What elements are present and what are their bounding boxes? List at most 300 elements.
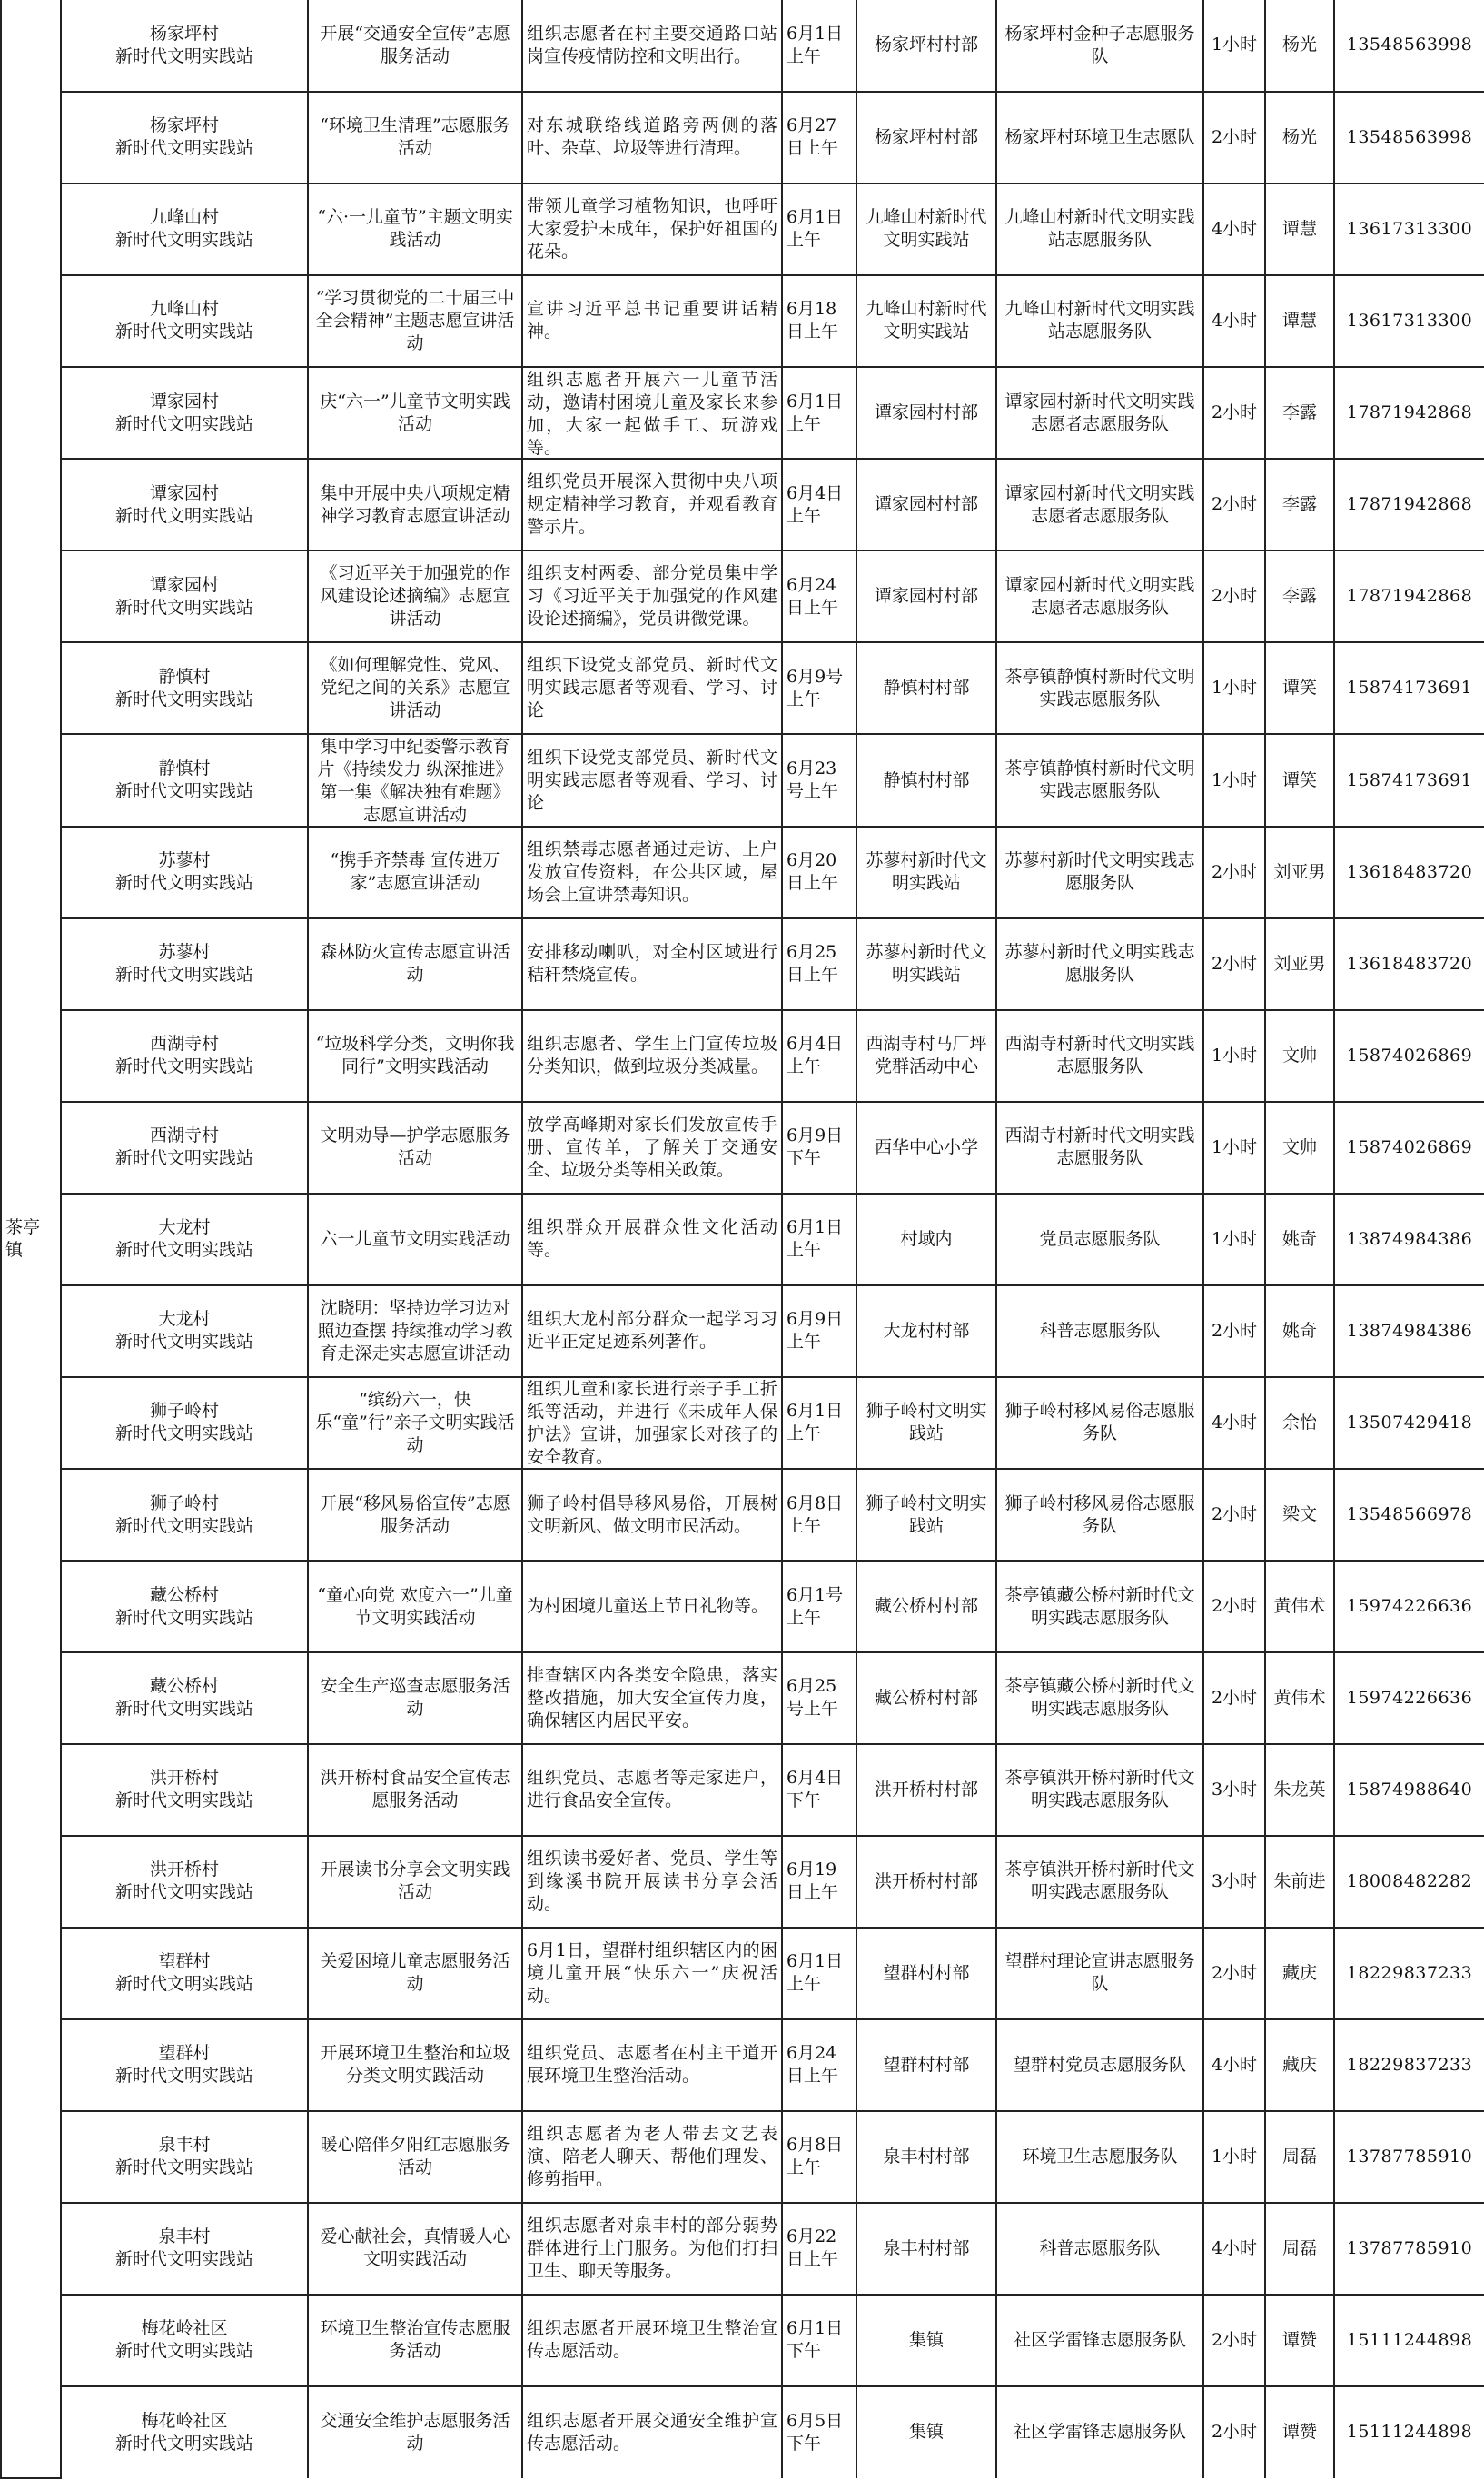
phone-cell	[1334, 550, 1484, 642]
location-cell-text: 望群村村部	[883, 2054, 970, 2075]
content-cell	[522, 1836, 782, 1928]
duration-cell	[1203, 827, 1265, 918]
table-row	[1, 1836, 1484, 1928]
contact-cell	[1265, 1102, 1334, 1194]
date-cell	[782, 734, 856, 826]
content-cell-text: 组织支村两委、部分党员集中学习《习近平关于加强党的作风建设论述摘编》，党员讲微党课。	[527, 563, 777, 630]
content-cell	[522, 2386, 782, 2478]
location-cell-text: 谭家园村村部	[874, 402, 978, 423]
duration-cell-text: 2小时	[1211, 953, 1258, 974]
date-cell-text: 6月23号上午	[787, 759, 839, 801]
duration-cell	[1203, 1836, 1265, 1928]
activity-cell-text: “携手齐禁毒 宣传进万家”志愿宣讲活动	[330, 850, 500, 894]
phone-cell-text: 13618483720	[1346, 861, 1473, 882]
station-cell-text: 静慎村 新时代文明实践站	[114, 759, 253, 801]
location-cell	[856, 1836, 996, 1928]
activity-cell-text: “六·一儿童节”主题文明实践活动	[317, 207, 513, 251]
team-cell-text: 科普志愿服务队	[1039, 1320, 1161, 1341]
station-cell	[61, 827, 308, 918]
content-cell	[522, 827, 782, 918]
phone-cell-text: 15874173691	[1346, 678, 1473, 699]
activity-cell-text: 开展“移风易俗宣传”志愿服务活动	[320, 1492, 510, 1536]
phone-cell	[1334, 1285, 1484, 1377]
duration-cell	[1203, 367, 1265, 459]
contact-cell-text: 黄伟术	[1273, 1687, 1326, 1708]
duration-cell	[1203, 1652, 1265, 1744]
station-cell	[61, 1744, 308, 1836]
content-cell-text: 组织禁毒志愿者通过走访、上户发放宣传资料，在公共区域，屋场会上宣讲禁毒知识。	[527, 838, 777, 905]
location-cell-text: 集镇	[908, 2422, 944, 2443]
location-cell-text: 泉丰村村部	[883, 2146, 970, 2167]
phone-cell	[1334, 2111, 1484, 2203]
date-cell-text: 6月20日上午	[787, 850, 839, 894]
table-row	[1, 1928, 1484, 2019]
duration-cell-text: 4小时	[1211, 1412, 1258, 1433]
contact-cell-text: 姚奇	[1281, 1228, 1317, 1249]
contact-cell-text: 周磊	[1281, 2146, 1317, 2167]
activity-cell	[308, 2295, 522, 2386]
table-row	[1, 183, 1484, 275]
phone-cell-text: 18229837233	[1346, 1962, 1473, 1983]
activity-cell	[308, 1836, 522, 1928]
team-cell-text: 茶亭镇洪开桥村新时代文明实践志愿服务队	[1004, 1859, 1195, 1903]
phone-cell-text: 15111244898	[1346, 2329, 1473, 2350]
duration-cell-text: 2小时	[1211, 1320, 1258, 1341]
content-cell-text: 宣讲习近平总书记重要讲话精神。	[527, 299, 777, 342]
activity-cell	[308, 92, 522, 183]
station-cell	[61, 2019, 308, 2111]
location-cell	[856, 92, 996, 183]
location-cell-text: 泉丰村村部	[883, 2237, 970, 2258]
date-cell-text: 6月8日 上午	[787, 2135, 844, 2178]
activity-cell-text: “缤纷六一，快乐“童”行”亲子文明实践活动	[315, 1389, 515, 1455]
phone-cell	[1334, 1469, 1484, 1561]
station-cell	[61, 2111, 308, 2203]
table-row	[1, 1102, 1484, 1194]
station-cell-text: 苏蓼村 新时代文明实践站	[114, 850, 253, 894]
phone-cell-text: 17871942868	[1346, 586, 1473, 607]
team-cell-text: 杨家坪村环境卫生志愿队	[1004, 126, 1195, 147]
station-cell	[61, 2295, 308, 2386]
location-cell	[856, 827, 996, 918]
activity-cell	[308, 1561, 522, 1652]
station-cell-text: 西湖寺村 新时代文明实践站	[114, 1125, 253, 1169]
table-row	[1, 734, 1484, 826]
contact-cell-text: 谭慧	[1281, 218, 1317, 239]
content-cell-text: 组织儿童和家长进行亲子手工折纸等活动，并进行《未成年人保护法》宣讲，加强家长对孩子的安全教育。	[527, 1379, 777, 1468]
station-cell-text: 九峰山村 新时代文明实践站	[114, 207, 253, 251]
team-cell-text: 茶亭镇藏公桥村新时代文明实践志愿服务队	[1004, 1676, 1195, 1720]
duration-cell-text: 2小时	[1211, 2422, 1258, 2443]
team-cell-text: 望群村理论宣讲志愿服务队	[1004, 1951, 1195, 1995]
content-cell	[522, 918, 782, 1010]
team-cell-text: 西湖寺村新时代文明实践志愿服务队	[1004, 1034, 1195, 1077]
phone-cell	[1334, 1102, 1484, 1194]
phone-cell	[1334, 1194, 1484, 1285]
team-cell	[996, 1652, 1203, 1744]
duration-cell	[1203, 734, 1265, 826]
station-cell-text: 藏公桥村 新时代文明实践站	[114, 1676, 253, 1720]
team-cell	[996, 2203, 1203, 2295]
activity-cell	[308, 2019, 522, 2111]
phone-cell	[1334, 1928, 1484, 2019]
location-cell-text: 九峰山村新时代文明实践站	[866, 299, 987, 342]
station-cell-text: 大龙村 新时代文明实践站	[114, 1217, 253, 1261]
phone-cell-text: 18008482282	[1346, 1870, 1473, 1891]
contact-cell-text: 李露	[1281, 402, 1317, 423]
team-cell	[996, 1928, 1203, 2019]
phone-cell-text: 15874173691	[1346, 769, 1473, 790]
activity-cell	[308, 1102, 522, 1194]
content-cell	[522, 1928, 782, 2019]
content-cell	[522, 92, 782, 183]
location-cell-text: 狮子岭村文明实践站	[866, 1492, 987, 1536]
activity-cell-text: 洪开桥村食品安全宣传志愿服务活动	[320, 1768, 510, 1811]
activity-cell-text: 交通安全维护志愿服务活动	[320, 2410, 510, 2454]
contact-cell	[1265, 459, 1334, 550]
phone-cell-text: 17871942868	[1346, 402, 1473, 423]
location-cell	[856, 183, 996, 275]
station-cell-text: 谭家园村 新时代文明实践站	[114, 391, 253, 434]
location-cell-text: 狮子岭村文明实践站	[866, 1401, 987, 1444]
date-cell-text: 6月9日 下午	[787, 1125, 844, 1169]
table-row	[1, 275, 1484, 367]
location-cell	[856, 1285, 996, 1377]
content-cell	[522, 2111, 782, 2203]
date-cell	[782, 2111, 856, 2203]
phone-cell	[1334, 1561, 1484, 1652]
activity-cell	[308, 367, 522, 459]
phone-cell-text: 15874988640	[1346, 1779, 1473, 1800]
date-cell-text: 6月1日 上午	[787, 207, 844, 251]
location-cell-text: 藏公桥村村部	[874, 1596, 978, 1616]
date-cell	[782, 1652, 856, 1744]
activity-cell-text: 沈晓明：坚持边学习边对照边查摆 持续推动学习教育走深走实志愿宣讲活动	[317, 1297, 513, 1363]
phone-cell	[1334, 2019, 1484, 2111]
phone-cell	[1334, 734, 1484, 826]
date-cell	[782, 1285, 856, 1377]
content-cell-text: 排查辖区内各类安全隐患，落实整改措施，加大安全宣传力度，确保辖区内居民平安。	[527, 1664, 777, 1730]
location-cell	[856, 2386, 996, 2478]
station-cell	[61, 1194, 308, 1285]
team-cell	[996, 0, 1203, 92]
activity-cell-text: 环境卫生整治宣传志愿服务活动	[320, 2318, 510, 2362]
duration-cell-text: 1小时	[1211, 1228, 1258, 1249]
contact-cell-text: 杨光	[1281, 126, 1317, 147]
station-cell	[61, 459, 308, 550]
date-cell	[782, 1102, 856, 1194]
station-cell	[61, 0, 308, 92]
team-cell-text: 茶亭镇洪开桥村新时代文明实践志愿服务队	[1004, 1768, 1195, 1811]
phone-cell	[1334, 367, 1484, 459]
team-cell-text: 党员志愿服务队	[1039, 1228, 1161, 1249]
contact-cell	[1265, 918, 1334, 1010]
phone-cell	[1334, 1010, 1484, 1102]
duration-cell	[1203, 2386, 1265, 2478]
team-cell	[996, 2295, 1203, 2386]
location-cell	[856, 1744, 996, 1836]
contact-cell	[1265, 367, 1334, 459]
team-cell-text: 茶亭镇静慎村新时代文明实践志愿服务队	[1004, 759, 1195, 801]
team-cell-text: 西湖寺村新时代文明实践志愿服务队	[1004, 1125, 1195, 1169]
team-cell	[996, 2019, 1203, 2111]
content-cell-text: 放学高峰期对家长们发放宣传手册、宣传单，了解关于交通安全、垃圾分类等相关政策。	[527, 1114, 777, 1180]
duration-cell	[1203, 183, 1265, 275]
activity-cell	[308, 1928, 522, 2019]
phone-cell-text: 18229837233	[1346, 2054, 1473, 2075]
station-cell-text: 谭家园村 新时代文明实践站	[114, 482, 253, 526]
content-cell	[522, 2019, 782, 2111]
phone-cell-text: 15874026869	[1346, 1045, 1473, 1066]
contact-cell-text: 文帅	[1281, 1045, 1317, 1066]
station-cell	[61, 1377, 308, 1469]
content-cell-text: 6月1日，望群村组织辖区内的困境儿童开展“快乐六一”庆祝活动。	[527, 1939, 777, 2006]
location-cell	[856, 1010, 996, 1102]
contact-cell	[1265, 2111, 1334, 2203]
station-cell	[61, 183, 308, 275]
date-cell-text: 6月1号 上午	[787, 1584, 844, 1628]
contact-cell-text: 姚奇	[1281, 1320, 1317, 1341]
phone-cell-text: 13787785910	[1346, 2146, 1473, 2167]
activity-cell-text: “环境卫生清理”志愿服务活动	[320, 115, 510, 159]
activity-cell-text: 开展“交通安全宣传”志愿服务活动	[320, 23, 510, 66]
duration-cell-text: 3小时	[1211, 1779, 1258, 1800]
contact-cell	[1265, 550, 1334, 642]
location-cell-text: 杨家坪村村部	[874, 35, 978, 55]
date-cell	[782, 827, 856, 918]
content-cell-text: 组织志愿者开展六一儿童节活动，邀请村困境儿童及家长来参加，大家一起做手工、玩游戏等。	[527, 369, 777, 458]
duration-cell	[1203, 275, 1265, 367]
station-cell-text: 狮子岭村 新时代文明实践站	[114, 1492, 253, 1536]
contact-cell-text: 朱前进	[1273, 1870, 1326, 1891]
activity-cell	[308, 1652, 522, 1744]
table-row	[1, 1469, 1484, 1561]
location-cell	[856, 642, 996, 734]
duration-cell	[1203, 1469, 1265, 1561]
date-cell-text: 6月25号上午	[787, 1676, 839, 1720]
location-cell	[856, 734, 996, 826]
activity-cell	[308, 2386, 522, 2478]
station-cell-text: 西湖寺村 新时代文明实践站	[114, 1034, 253, 1077]
phone-cell	[1334, 1836, 1484, 1928]
contact-cell-text: 梁文	[1281, 1504, 1317, 1525]
date-cell	[782, 275, 856, 367]
table-row	[1, 0, 1484, 92]
content-cell-text: 组织志愿者开展交通安全维护宣传志愿活动。	[527, 2410, 777, 2454]
duration-cell-text: 2小时	[1211, 1596, 1258, 1616]
station-cell	[61, 1010, 308, 1102]
activity-cell-text: 六一儿童节文明实践活动	[320, 1228, 510, 1249]
team-cell	[996, 275, 1203, 367]
station-cell-text: 大龙村 新时代文明实践站	[114, 1309, 253, 1353]
station-cell-text: 望群村 新时代文明实践站	[114, 1951, 253, 1995]
team-cell-text: 谭家园村新时代文明实践志愿者志愿服务队	[1004, 391, 1195, 434]
location-cell	[856, 2203, 996, 2295]
team-cell	[996, 550, 1203, 642]
contact-cell	[1265, 2019, 1334, 2111]
activity-cell	[308, 550, 522, 642]
team-cell	[996, 1285, 1203, 1377]
duration-cell-text: 1小时	[1211, 35, 1258, 55]
contact-cell-text: 藏庆	[1281, 1962, 1317, 1983]
station-cell-text: 九峰山村 新时代文明实践站	[114, 299, 253, 342]
date-cell-text: 6月25日上午	[787, 942, 839, 986]
activity-cell-text: “垃圾科学分类，文明你我同行”文明实践活动	[315, 1034, 515, 1077]
contact-cell	[1265, 1561, 1334, 1652]
location-cell-text: 洪开桥村村部	[874, 1779, 978, 1800]
date-cell-text: 6月1日 上午	[787, 1951, 844, 1995]
team-cell-text: 茶亭镇藏公桥村新时代文明实践志愿服务队	[1004, 1584, 1195, 1628]
date-cell-text: 6月1日 上午	[787, 391, 844, 434]
date-cell	[782, 642, 856, 734]
contact-cell-text: 刘亚男	[1273, 861, 1326, 882]
station-cell	[61, 1836, 308, 1928]
date-cell	[782, 1928, 856, 2019]
date-cell	[782, 1010, 856, 1102]
content-cell-text: 组织志愿者在村主要交通路口站岗宣传疫情防控和文明出行。	[527, 23, 777, 66]
date-cell-text: 6月1日 上午	[787, 23, 844, 66]
location-cell	[856, 918, 996, 1010]
activity-cell-text: 集中学习中纪委警示教育片《持续发力 纵深推进》第一集《解决独有难题》志愿宣讲活动	[317, 737, 513, 825]
location-cell	[856, 2295, 996, 2386]
date-cell-text: 6月24日上午	[787, 574, 839, 618]
location-cell-text: 杨家坪村村部	[874, 126, 978, 147]
team-cell	[996, 1836, 1203, 1928]
duration-cell-text: 2小时	[1211, 402, 1258, 423]
location-cell-text: 西华中心小学	[874, 1136, 978, 1157]
content-cell	[522, 1469, 782, 1561]
location-cell-text: 苏蓼村新时代文明实践站	[866, 850, 987, 894]
station-cell-text: 洪开桥村 新时代文明实践站	[114, 1859, 253, 1903]
duration-cell-text: 1小时	[1211, 1045, 1258, 1066]
activity-cell-text: 关爱困境儿童志愿服务活动	[320, 1951, 510, 1995]
duration-cell	[1203, 1744, 1265, 1836]
activity-cell	[308, 183, 522, 275]
content-cell-text: 组织群众开展群众性文化活动等。	[527, 1217, 777, 1261]
content-cell	[522, 0, 782, 92]
contact-cell-text: 杨光	[1281, 35, 1317, 55]
duration-cell	[1203, 550, 1265, 642]
team-cell-text: 望群村党员志愿服务队	[1013, 2054, 1186, 2075]
station-cell	[61, 1652, 308, 1744]
content-cell-text: 组织大龙村部分群众一起学习习近平正定足迹系列著作。	[527, 1309, 777, 1353]
duration-cell	[1203, 1102, 1265, 1194]
activity-cell-text: 开展环境卫生整治和垃圾分类文明实践活动	[320, 2043, 510, 2087]
content-cell-text: 对东城联络线道路旁两侧的落叶、杂草、垃圾等进行清理。	[527, 115, 777, 159]
date-cell	[782, 1836, 856, 1928]
phone-cell	[1334, 92, 1484, 183]
table-row	[1, 1010, 1484, 1102]
contact-cell-text: 周磊	[1281, 2237, 1317, 2258]
station-cell-text: 谭家园村 新时代文明实践站	[114, 574, 253, 618]
team-cell	[996, 1010, 1203, 1102]
location-cell-text: 九峰山村新时代文明实践站	[866, 207, 987, 251]
duration-cell	[1203, 1010, 1265, 1102]
activity-cell	[308, 459, 522, 550]
duration-cell-text: 2小时	[1211, 2329, 1258, 2350]
content-cell	[522, 1285, 782, 1377]
activity-cell-text: 集中开展中央八项规定精神学习教育志愿宣讲活动	[320, 482, 510, 526]
content-cell	[522, 1194, 782, 1285]
content-cell-text: 为村困境儿童送上节日礼物等。	[527, 1596, 769, 1616]
activity-cell	[308, 642, 522, 734]
content-cell-text: 组织党员开展深入贯彻中央八项规定精神学习教育，并观看教育警示片。	[527, 471, 777, 538]
table-row	[1, 1377, 1484, 1469]
station-cell-text: 梅花岭社区 新时代文明实践站	[114, 2318, 253, 2362]
table-row	[1, 642, 1484, 734]
contact-cell-text: 李露	[1281, 586, 1317, 607]
content-cell	[522, 1377, 782, 1469]
team-cell-text: 九峰山村新时代文明实践站志愿服务队	[1004, 207, 1195, 251]
phone-cell-text: 15874026869	[1346, 1136, 1473, 1157]
activity-cell	[308, 827, 522, 918]
activity-cell	[308, 2203, 522, 2295]
date-cell	[782, 2295, 856, 2386]
activity-cell	[308, 0, 522, 92]
station-cell-text: 杨家坪村 新时代文明实践站	[114, 115, 253, 159]
team-cell-text: 谭家园村新时代文明实践志愿者志愿服务队	[1004, 482, 1195, 526]
table-row	[1, 2295, 1484, 2386]
contact-cell-text: 谭笑	[1281, 769, 1317, 790]
table-row	[1, 367, 1484, 459]
contact-cell-text: 藏庆	[1281, 2054, 1317, 2075]
date-cell-text: 6月19日上午	[787, 1859, 839, 1903]
date-cell-text: 6月24日上午	[787, 2043, 839, 2087]
contact-cell	[1265, 734, 1334, 826]
station-cell	[61, 1561, 308, 1652]
team-cell-text: 狮子岭村移风易俗志愿服务队	[1004, 1401, 1195, 1444]
activity-cell	[308, 275, 522, 367]
date-cell-text: 6月9号 上午	[787, 666, 844, 709]
date-cell-text: 6月4日 上午	[787, 482, 844, 526]
date-cell	[782, 0, 856, 92]
phone-cell	[1334, 2386, 1484, 2478]
contact-cell-text: 谭慧	[1281, 310, 1317, 331]
activity-cell	[308, 1010, 522, 1102]
activity-cell-text: “童心向党 欢度六一”儿童节文明实践活动	[317, 1584, 513, 1628]
date-cell	[782, 2203, 856, 2295]
date-cell-text: 6月18日上午	[787, 299, 839, 342]
contact-cell	[1265, 0, 1334, 92]
station-cell	[61, 642, 308, 734]
duration-cell-text: 2小时	[1211, 1962, 1258, 1983]
date-cell	[782, 550, 856, 642]
team-cell-text: 社区学雷锋志愿服务队	[1013, 2329, 1186, 2350]
table-row	[1, 918, 1484, 1010]
duration-cell	[1203, 2203, 1265, 2295]
location-cell-text: 静慎村村部	[883, 678, 970, 699]
duration-cell-text: 2小时	[1211, 586, 1258, 607]
phone-cell	[1334, 275, 1484, 367]
date-cell	[782, 459, 856, 550]
team-cell-text: 茶亭镇静慎村新时代文明实践志愿服务队	[1004, 666, 1195, 709]
station-cell-text: 洪开桥村 新时代文明实践站	[114, 1768, 253, 1811]
team-cell	[996, 2386, 1203, 2478]
phone-cell-text: 13787785910	[1346, 2237, 1473, 2258]
date-cell-text: 6月1日 上午	[787, 1401, 844, 1444]
phone-cell-text: 13507429418	[1346, 1412, 1473, 1433]
activity-cell	[308, 734, 522, 826]
phone-cell	[1334, 2295, 1484, 2386]
date-cell	[782, 2019, 856, 2111]
content-cell-text: 带领儿童学习植物知识，也呼吁大家爱护未成年，保护好祖国的花朵。	[527, 195, 777, 262]
station-cell-text: 泉丰村 新时代文明实践站	[114, 2226, 253, 2270]
team-cell	[996, 1561, 1203, 1652]
phone-cell	[1334, 642, 1484, 734]
location-cell	[856, 0, 996, 92]
location-cell	[856, 1194, 996, 1285]
date-cell	[782, 2386, 856, 2478]
